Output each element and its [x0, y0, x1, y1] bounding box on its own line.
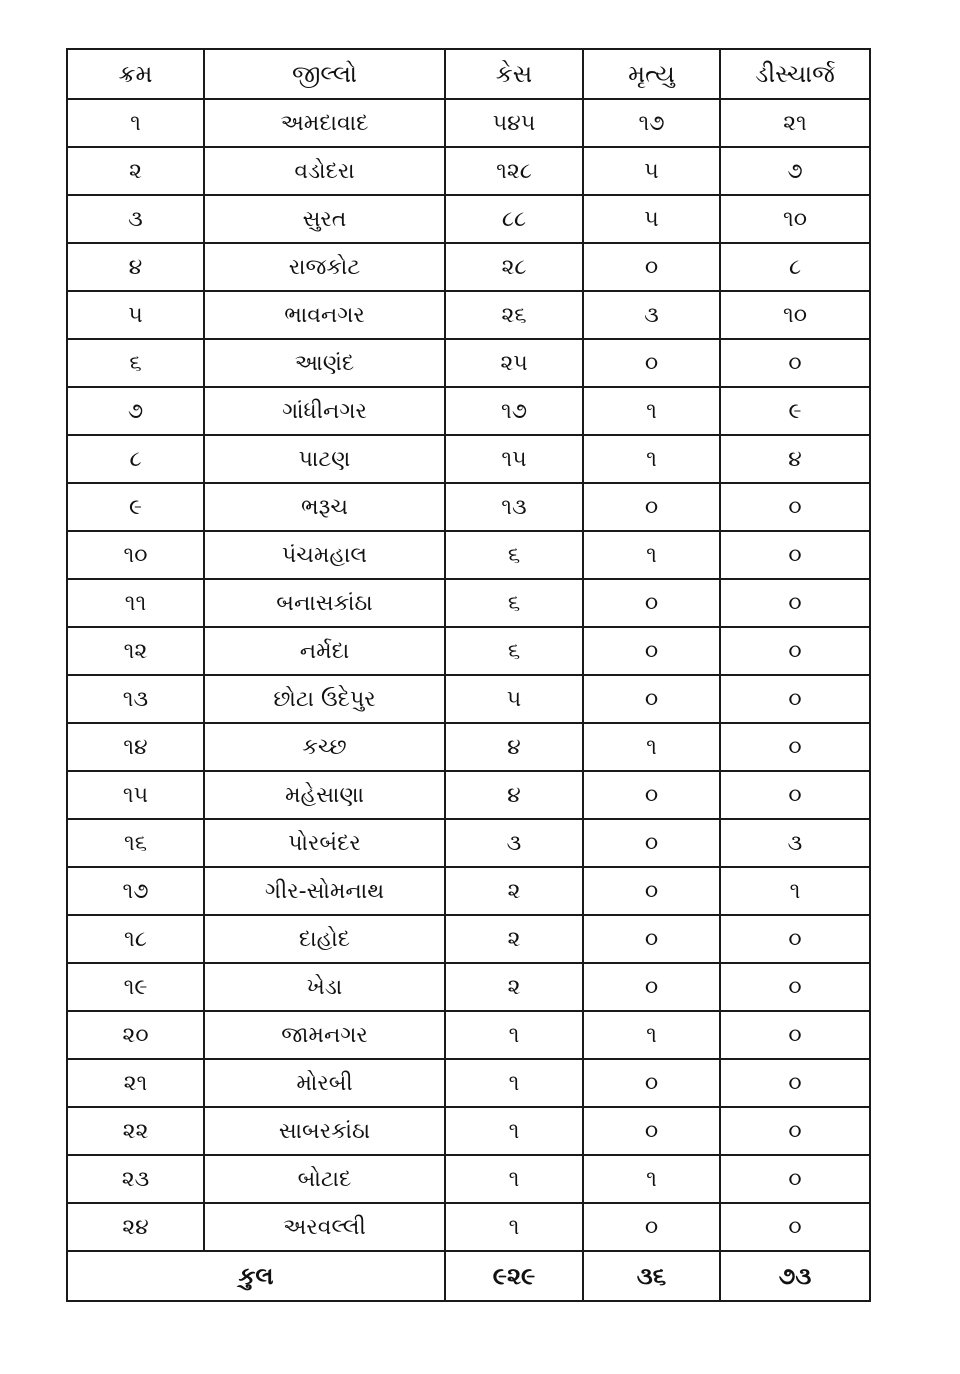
- cell-district: ખેડા: [204, 963, 445, 1011]
- cell-district: વડોદરા: [204, 147, 445, 195]
- cell-sr: ૪: [67, 243, 204, 291]
- cell-sr: ૭: [67, 387, 204, 435]
- cell-discharge: ૧: [720, 867, 870, 915]
- table-row: [67, 579, 870, 627]
- table-row: [67, 675, 870, 723]
- cell-cases: ૮૮: [445, 195, 583, 243]
- cell-district: સુરત: [204, 195, 445, 243]
- cell-sr: ૧૧: [67, 579, 204, 627]
- cell-cases: ૨: [445, 963, 583, 1011]
- cell-deaths: ૦: [583, 243, 720, 291]
- cell-discharge: ૦: [720, 771, 870, 819]
- cell-deaths: ૧: [583, 387, 720, 435]
- cell-discharge: ૦: [720, 483, 870, 531]
- cell-deaths: ૩: [583, 291, 720, 339]
- cell-deaths: ૦: [583, 963, 720, 1011]
- cell-discharge: ૦: [720, 915, 870, 963]
- cell-deaths: ૦: [583, 339, 720, 387]
- table-row: [67, 723, 870, 771]
- table-row: [67, 195, 870, 243]
- cell-deaths: ૧: [583, 1011, 720, 1059]
- table-row: [67, 867, 870, 915]
- cell-cases: ૨: [445, 915, 583, 963]
- cell-deaths: ૦: [583, 1203, 720, 1251]
- cell-sr: ૨૧: [67, 1059, 204, 1107]
- cell-discharge: ૦: [720, 1203, 870, 1251]
- cell-cases: ૪: [445, 723, 583, 771]
- cell-deaths: ૧૭: [583, 99, 720, 147]
- cell-district: દાહોદ: [204, 915, 445, 963]
- cell-district: ગાંધીનગર: [204, 387, 445, 435]
- table-row: [67, 291, 870, 339]
- cell-deaths: ૦: [583, 1107, 720, 1155]
- total-deaths: ૩૬: [583, 1251, 720, 1301]
- table-row: [67, 1059, 870, 1107]
- cell-discharge: ૦: [720, 723, 870, 771]
- cell-district: મોરબી: [204, 1059, 445, 1107]
- cell-sr: ૨૦: [67, 1011, 204, 1059]
- cell-sr: ૫: [67, 291, 204, 339]
- cell-discharge: ૯: [720, 387, 870, 435]
- cell-district: છોટા ઉદેપુર: [204, 675, 445, 723]
- cell-sr: ૧૬: [67, 819, 204, 867]
- cell-deaths: ૫: [583, 195, 720, 243]
- cell-sr: ૧૯: [67, 963, 204, 1011]
- cell-district: પાટણ: [204, 435, 445, 483]
- cell-cases: ૩: [445, 819, 583, 867]
- cell-discharge: ૮: [720, 243, 870, 291]
- cell-discharge: ૦: [720, 963, 870, 1011]
- total-cases: ૯૨૯: [445, 1251, 583, 1301]
- header-sr: ક્રમ: [67, 49, 204, 99]
- header-cases: કેસ: [445, 49, 583, 99]
- table-row: [67, 819, 870, 867]
- table-row: [67, 435, 870, 483]
- cell-discharge: ૦: [720, 339, 870, 387]
- header-row: [67, 49, 870, 99]
- table-body: [67, 99, 870, 1251]
- cell-cases: ૪: [445, 771, 583, 819]
- cell-district: કચ્છ: [204, 723, 445, 771]
- cell-district: ગીર-સોમનાથ: [204, 867, 445, 915]
- total-row: [67, 1251, 870, 1301]
- cell-discharge: ૨૧: [720, 99, 870, 147]
- cell-discharge: ૭: [720, 147, 870, 195]
- cell-sr: ૧: [67, 99, 204, 147]
- cell-discharge: ૧૦: [720, 291, 870, 339]
- cell-deaths: ૦: [583, 867, 720, 915]
- table-row: [67, 1155, 870, 1203]
- cell-sr: ૨૪: [67, 1203, 204, 1251]
- table-row: [67, 483, 870, 531]
- table-row: [67, 339, 870, 387]
- cell-cases: ૫૪૫: [445, 99, 583, 147]
- cell-deaths: ૦: [583, 627, 720, 675]
- cell-cases: ૬: [445, 579, 583, 627]
- cell-sr: ૧૨: [67, 627, 204, 675]
- cell-cases: ૬: [445, 531, 583, 579]
- table-row: [67, 963, 870, 1011]
- cell-cases: ૧૨૮: [445, 147, 583, 195]
- cell-deaths: ૦: [583, 579, 720, 627]
- cell-cases: ૫: [445, 675, 583, 723]
- cell-cases: ૧: [445, 1203, 583, 1251]
- cell-discharge: ૧૦: [720, 195, 870, 243]
- cell-sr: ૧૩: [67, 675, 204, 723]
- cell-district: ભાવનગર: [204, 291, 445, 339]
- cell-discharge: ૦: [720, 1107, 870, 1155]
- cell-cases: ૧૫: [445, 435, 583, 483]
- cell-sr: ૯: [67, 483, 204, 531]
- table-row: [67, 387, 870, 435]
- cell-district: ભરૂચ: [204, 483, 445, 531]
- header-district: જીલ્લો: [204, 49, 445, 99]
- cell-sr: ૮: [67, 435, 204, 483]
- cell-cases: ૬: [445, 627, 583, 675]
- cell-cases: ૧૩: [445, 483, 583, 531]
- cell-discharge: ૦: [720, 531, 870, 579]
- cell-deaths: ૦: [583, 1059, 720, 1107]
- cell-deaths: ૧: [583, 1155, 720, 1203]
- cell-deaths: ૦: [583, 771, 720, 819]
- table-row: [67, 915, 870, 963]
- cell-deaths: ૦: [583, 483, 720, 531]
- cell-discharge: ૦: [720, 579, 870, 627]
- cell-district: અમદાવાદ: [204, 99, 445, 147]
- table-row: [67, 531, 870, 579]
- cell-cases: ૨: [445, 867, 583, 915]
- cell-cases: ૨૮: [445, 243, 583, 291]
- cell-deaths: ૧: [583, 723, 720, 771]
- cell-district: રાજકોટ: [204, 243, 445, 291]
- cell-discharge: ૪: [720, 435, 870, 483]
- header-deaths: મૃત્યુ: [583, 49, 720, 99]
- cell-district: પંચમહાલ: [204, 531, 445, 579]
- cell-sr: ૬: [67, 339, 204, 387]
- cell-sr: ૧૭: [67, 867, 204, 915]
- cell-district: મહેસાણા: [204, 771, 445, 819]
- table-row: [67, 1203, 870, 1251]
- cell-sr: ૧૮: [67, 915, 204, 963]
- cell-sr: ૨૩: [67, 1155, 204, 1203]
- cell-discharge: ૦: [720, 627, 870, 675]
- cell-sr: ૨૨: [67, 1107, 204, 1155]
- cell-sr: ૧૪: [67, 723, 204, 771]
- cell-cases: ૨૫: [445, 339, 583, 387]
- cell-cases: ૧: [445, 1155, 583, 1203]
- cell-district: આણંદ: [204, 339, 445, 387]
- cell-sr: ૨: [67, 147, 204, 195]
- cell-district: અરવલ્લી: [204, 1203, 445, 1251]
- cell-deaths: ૦: [583, 675, 720, 723]
- table-row: [67, 627, 870, 675]
- cell-cases: ૧: [445, 1107, 583, 1155]
- cell-district: નર્મદા: [204, 627, 445, 675]
- table-row: [67, 243, 870, 291]
- table-row: [67, 771, 870, 819]
- cell-discharge: ૦: [720, 675, 870, 723]
- total-discharge: ૭૩: [720, 1251, 870, 1301]
- table-row: [67, 147, 870, 195]
- cell-cases: ૨૬: [445, 291, 583, 339]
- cell-discharge: ૦: [720, 1155, 870, 1203]
- cell-sr: ૧૦: [67, 531, 204, 579]
- cell-deaths: ૦: [583, 819, 720, 867]
- cell-district: સાબરકાંઠા: [204, 1107, 445, 1155]
- cell-cases: ૧: [445, 1011, 583, 1059]
- cell-district: પોરબંદર: [204, 819, 445, 867]
- cell-deaths: ૫: [583, 147, 720, 195]
- cell-deaths: ૧: [583, 435, 720, 483]
- district-cases-table: [66, 48, 871, 1302]
- table-row: [67, 1107, 870, 1155]
- cell-sr: ૧૫: [67, 771, 204, 819]
- total-label: કુલ: [67, 1251, 445, 1301]
- cell-deaths: ૧: [583, 531, 720, 579]
- cell-cases: ૧: [445, 1059, 583, 1107]
- cell-discharge: ૩: [720, 819, 870, 867]
- header-discharge: ડીસ્ચાર્જ: [720, 49, 870, 99]
- cell-district: બોટાદ: [204, 1155, 445, 1203]
- cell-discharge: ૦: [720, 1059, 870, 1107]
- cell-cases: ૧૭: [445, 387, 583, 435]
- table-row: [67, 1011, 870, 1059]
- cell-district: જામનગર: [204, 1011, 445, 1059]
- table-row: [67, 99, 870, 147]
- cell-district: બનાસકાંઠા: [204, 579, 445, 627]
- cell-deaths: ૦: [583, 915, 720, 963]
- cell-sr: ૩: [67, 195, 204, 243]
- cell-discharge: ૦: [720, 1011, 870, 1059]
